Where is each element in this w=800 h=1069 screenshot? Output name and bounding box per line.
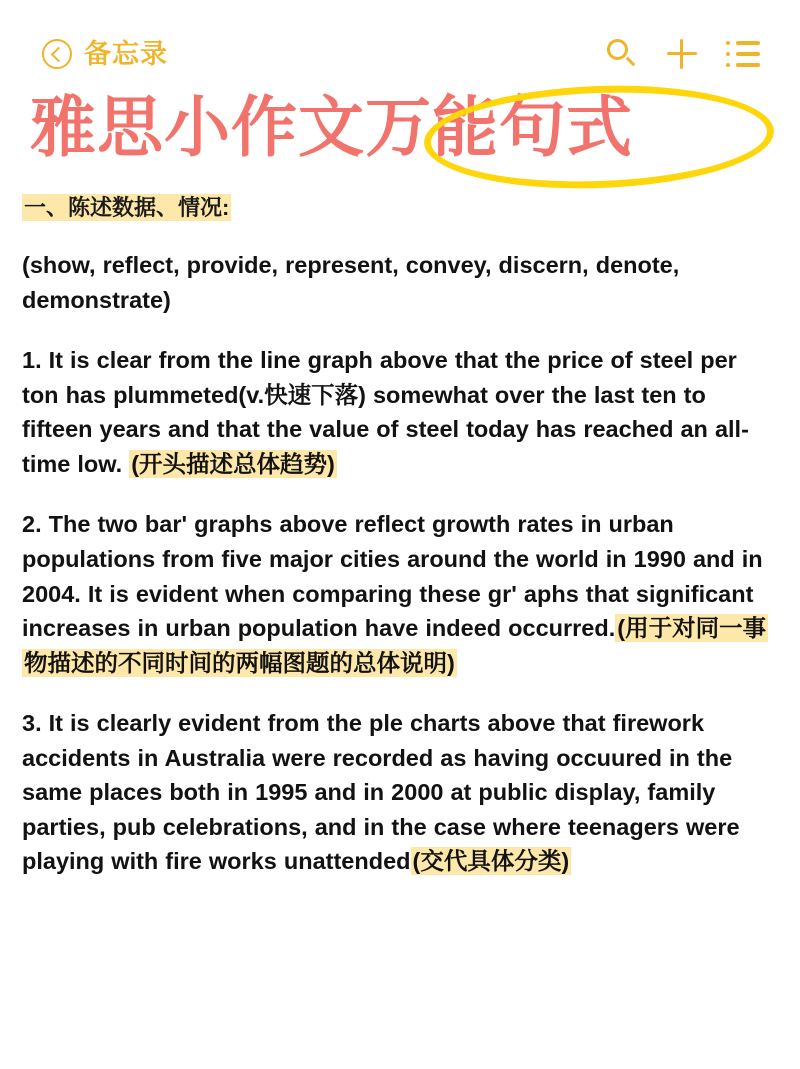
item-note: (交代具体分类) xyxy=(412,848,570,875)
note-title-part1: 雅思小作文 xyxy=(30,90,365,164)
note-title-part2: 万能句式 xyxy=(365,90,633,164)
note-title xyxy=(30,92,770,163)
list-item xyxy=(22,706,778,879)
section-heading-text: 一、陈述数据、情况: xyxy=(24,195,230,221)
app-header xyxy=(0,0,800,70)
verbs-line: (show, reflect, provide, represent, convey, discern, denote, demonstrate) xyxy=(22,252,680,313)
section-heading xyxy=(22,191,778,222)
item-number: 2. xyxy=(22,511,42,538)
item-number: 3. xyxy=(22,710,42,737)
header-left-group xyxy=(42,39,168,69)
back-chevron-icon[interactable] xyxy=(42,39,72,69)
item-text: It is clear from the line graph above that the price of steel per ton has plummeted(v.快速下落) somewhat over the last ten to fifteen years and that the value of steel today has reached an all-time low. xyxy=(22,347,749,477)
item-note: (用于对同一事物描述的不同时间的两幅图题的总体说明) xyxy=(24,615,767,676)
list-icon[interactable] xyxy=(726,41,760,67)
app-title: 备忘录 xyxy=(84,38,168,69)
plus-icon[interactable] xyxy=(666,38,698,70)
note-title-block xyxy=(0,92,800,163)
list-item xyxy=(22,343,778,481)
note-body xyxy=(0,163,800,879)
item-note: (开头描述总体趋势) xyxy=(131,450,335,477)
list-item xyxy=(22,507,778,680)
item-text: It is clearly evident from the ple charts above that firework accidents in Australia were recorded as having occuured in the same places both in 1995 and in 2000 at public display, family parties, pub celebrations, and in the case where teenagers were playing with fire works unattended xyxy=(22,710,740,875)
item-text: The two bar' graphs above reflect growth rates in urban populations from five major cities around the world in 1990 and in 2004. It is evident when comparing these gr' aphs that significant increases in urban population have indeed occurred. xyxy=(22,511,763,642)
header-right-group xyxy=(606,38,760,70)
search-icon[interactable] xyxy=(606,38,638,70)
item-number: 1. xyxy=(22,347,42,374)
